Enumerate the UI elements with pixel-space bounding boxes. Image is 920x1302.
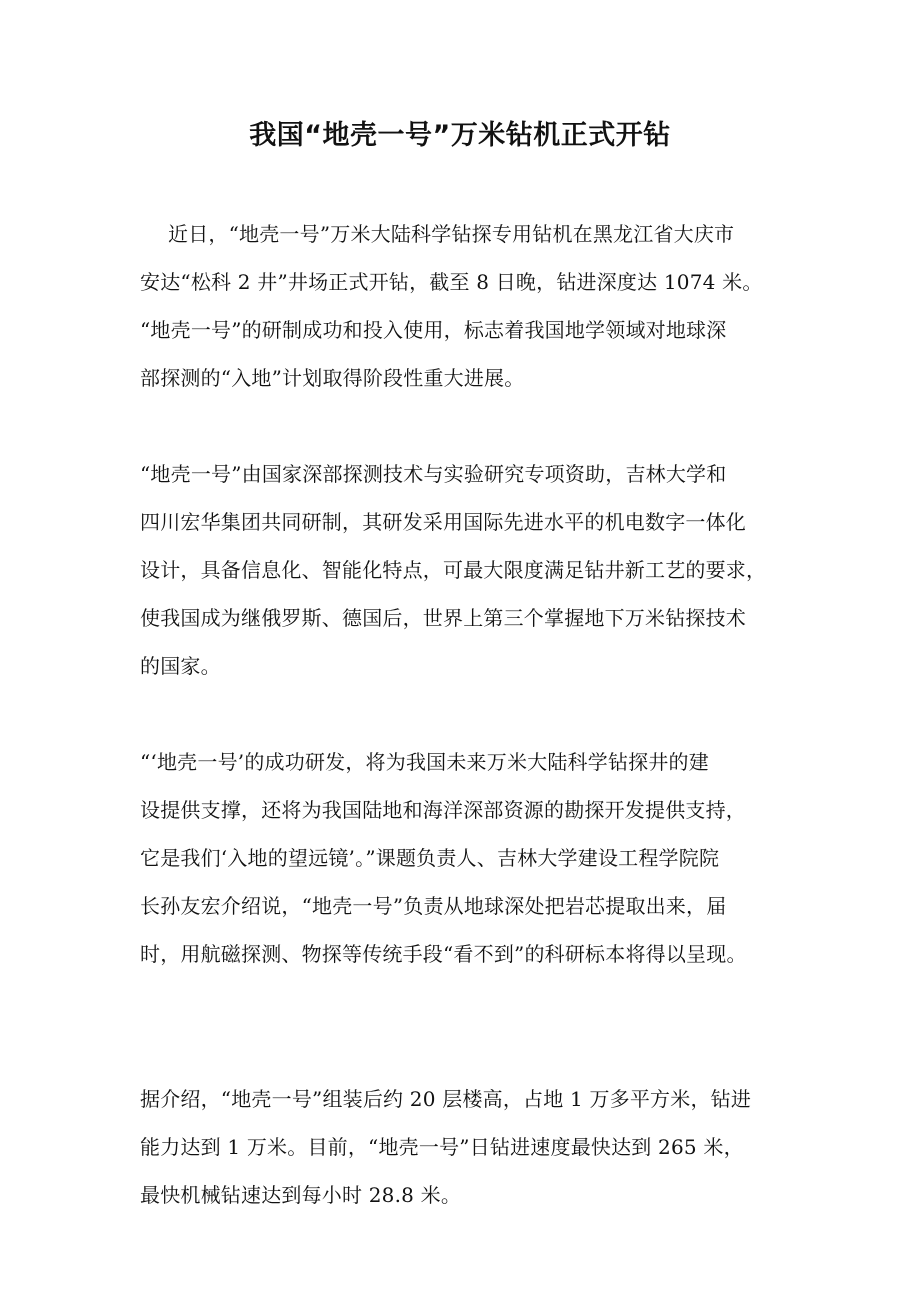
- paragraph-line: “地壳一号”的研制成功和投入使用，标志着我国地学领域对地球深: [140, 318, 727, 342]
- paragraph-line: 的国家。: [140, 654, 221, 678]
- paragraph-line: 时，用航磁探测、物探等传统手段“看不到”的科研标本将得以呈现。: [140, 942, 747, 966]
- paragraph-line: “‘地壳一号’的成功研发，将为我国未来万米大陆科学钻探井的建: [140, 750, 709, 774]
- paragraph-3: [140, 738, 780, 978]
- paragraph-line: 据介绍，“地壳一号”组装后约 20 层楼高，占地 1 万多平方米，钻进: [140, 1087, 752, 1111]
- paragraph-line: 使我国成为继俄罗斯、德国后，世界上第三个掌握地下万米钻探技术: [140, 606, 746, 630]
- paragraph-line: 四川宏华集团共同研制，其研发采用国际先进水平的机电数字一体化: [140, 510, 746, 534]
- paragraph-line: 部探测的“入地”计划取得阶段性重大进展。: [140, 366, 525, 390]
- paragraph-line: 长孙友宏介绍说，“地壳一号”负责从地球深处把岩芯提取出来，届: [140, 894, 727, 918]
- paragraph-line: 最快机械钻速达到每小时 28.8 米。: [140, 1183, 462, 1207]
- document-title: 我国“地壳一号”万米钻机正式开钻: [249, 120, 671, 151]
- paragraph-1: [140, 210, 780, 402]
- paragraph-line: 近日，“地壳一号”万米大陆科学钻探专用钻机在黑龙江省大庆市: [168, 222, 735, 246]
- paragraph-line: 安达“松科 2 井”井场正式开钻，截至 8 日晚，钻进深度达 1074 米。: [140, 270, 763, 294]
- paragraph-line: 设提供支撑，还将为我国陆地和海洋深部资源的勘探开发提供支持，: [140, 798, 746, 822]
- paragraph-line: 设计，具备信息化、智能化特点，可最大限度满足钻井新工艺的要求，: [140, 558, 767, 582]
- paragraph-line: 它是我们‘入地的望远镜’。”课题负责人、吉林大学建设工程学院院: [140, 846, 720, 870]
- paragraph-line: “地壳一号”由国家深部探测技术与实验研究专项资助，吉林大学和: [140, 462, 727, 486]
- paragraph-4: [140, 1075, 780, 1219]
- paragraph-2: [140, 450, 780, 690]
- paragraph-line: 能力达到 1 万米。目前，“地壳一号”日钻进速度最快达到 265 米，: [140, 1135, 744, 1159]
